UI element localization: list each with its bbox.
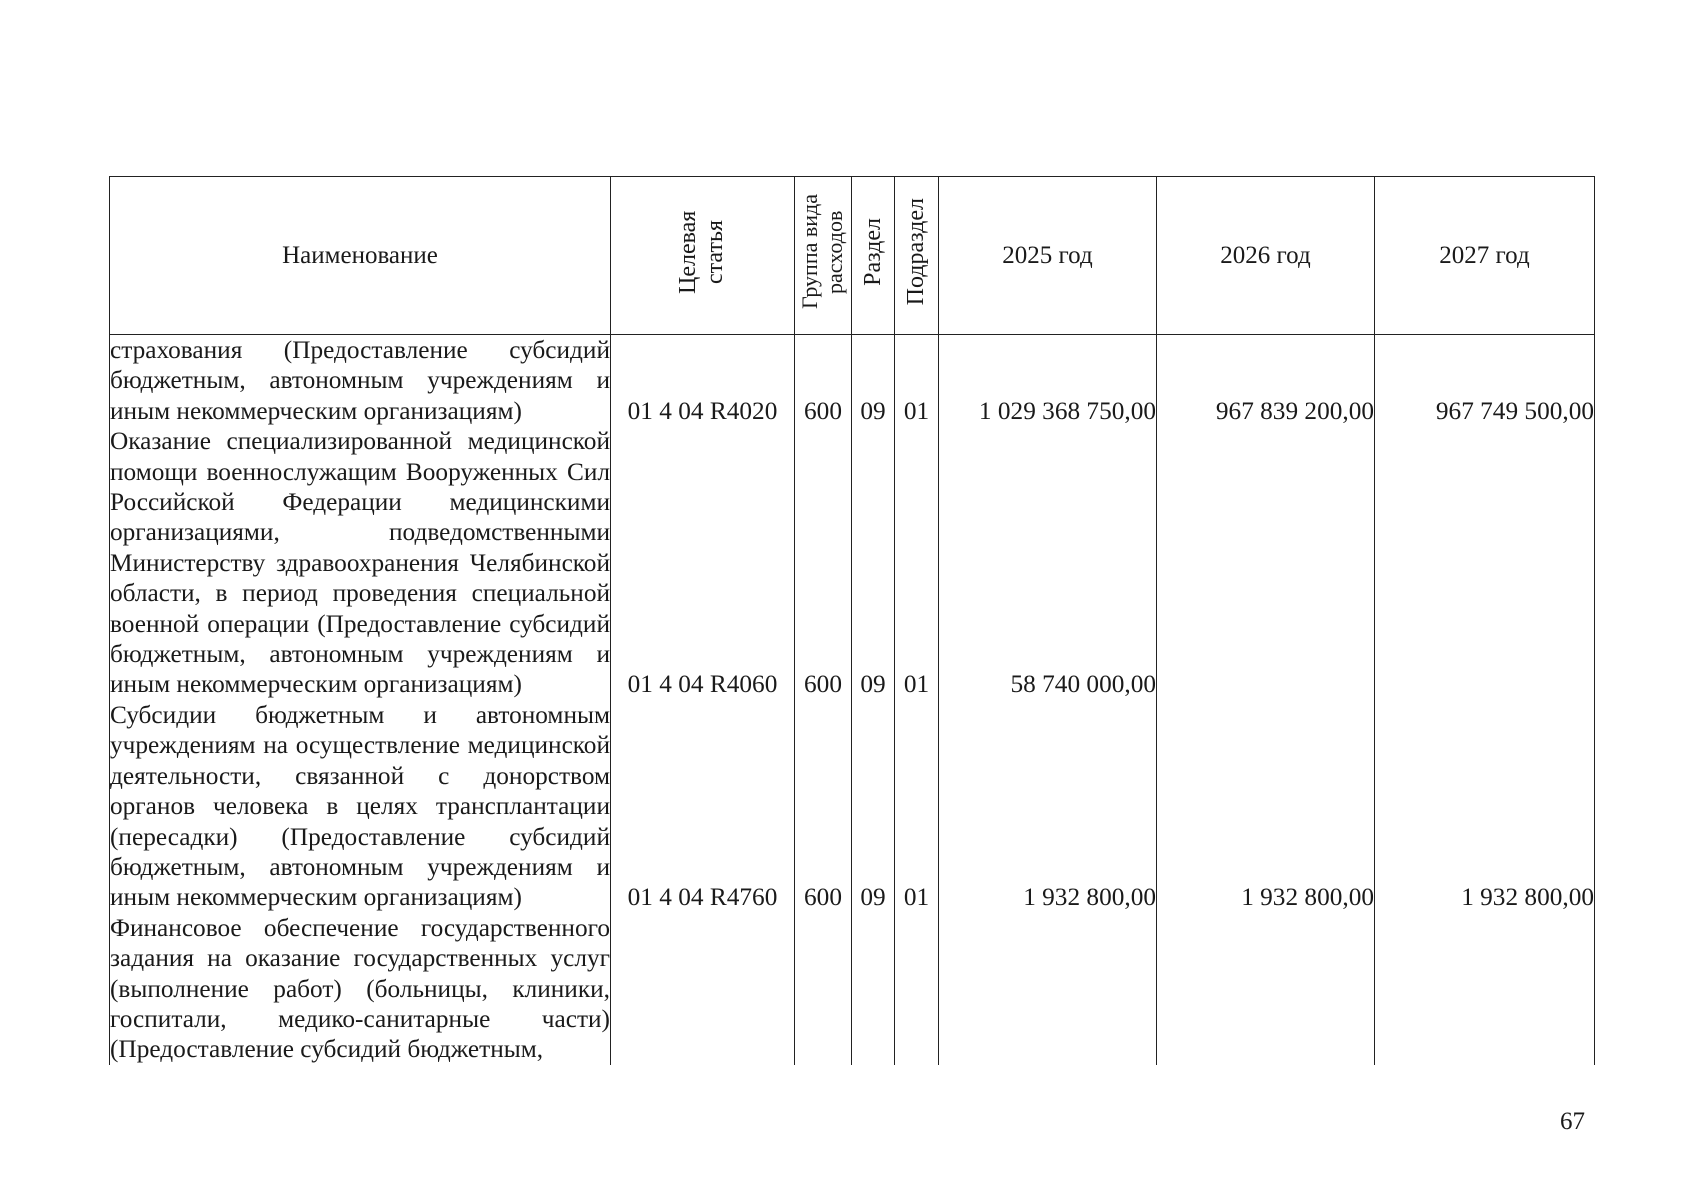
row-target-article: [611, 913, 795, 1065]
header-expense-group-label: Группа вида расходов: [797, 194, 847, 310]
row-amount-2027: [1375, 913, 1595, 1065]
header-section-label: Раздел: [859, 218, 886, 286]
row-section: 09: [852, 426, 895, 700]
header-name: Наименование: [110, 177, 611, 335]
row-expense-group: 600: [795, 700, 852, 913]
row-expense-group: 600: [795, 426, 852, 700]
header-subsection: [895, 177, 939, 335]
row-expense-group: [795, 913, 852, 1065]
row-section: [852, 913, 895, 1065]
row-expense-group: 600: [795, 335, 852, 427]
header-expense-group: [795, 177, 852, 335]
header-row: [110, 177, 1595, 335]
row-name: Субсидии бюджетным и автономным учреждениям на осуществление медицинской деятельности, связанной с донорством органов человека в целях трансплантации (пересадки) (Предоставление субсидий бюджетным, автономным учреждениям и иным некоммерческим организациям): [110, 700, 610, 912]
header-target-article: [611, 177, 795, 335]
row-target-article: 01 4 04 R4760: [611, 700, 795, 913]
row-amount-2026: 967 839 200,00: [1157, 335, 1375, 427]
row-amount-2026: 1 932 800,00: [1157, 700, 1375, 913]
header-2027: 2027 год: [1375, 177, 1595, 335]
row-amount-2025: 1 932 800,00: [939, 700, 1157, 913]
row-target-article: 01 4 04 R4060: [611, 426, 795, 700]
table-row: [110, 426, 1595, 700]
row-target-article: 01 4 04 R4020: [611, 335, 795, 427]
row-name: Финансовое обеспечение государственного задания на оказание государственных услуг (выполнение работ) (больницы, клиники, госпитали, медико-санитарные части) (Предоставление субсидий бюджетным,: [110, 913, 610, 1064]
page-number: 67: [1560, 1108, 1585, 1135]
header-2026: 2026 год: [1157, 177, 1375, 335]
table-row: [110, 913, 1595, 1065]
row-amount-2025: 1 029 368 750,00: [939, 335, 1157, 427]
row-name: страхования (Предоставление субсидий бюджетным, автономным учреждениям и иным некоммерческим организациям): [110, 336, 610, 425]
header-2025: 2025 год: [939, 177, 1157, 335]
row-amount-2027: 1 932 800,00: [1375, 700, 1595, 913]
row-amount-2025: 58 740 000,00: [939, 426, 1157, 700]
row-amount-2027: 967 749 500,00: [1375, 335, 1595, 427]
header-target-article-label: Целевая статья: [674, 210, 728, 294]
row-subsection: [895, 913, 939, 1065]
row-section: 09: [852, 700, 895, 913]
row-subsection: 01: [895, 700, 939, 913]
header-section: [852, 177, 895, 335]
row-amount-2025: [939, 913, 1157, 1065]
row-subsection: 01: [895, 335, 939, 427]
row-section: 09: [852, 335, 895, 427]
row-amount-2026: [1157, 913, 1375, 1065]
budget-table: [109, 176, 1595, 1065]
table-row: [110, 335, 1595, 427]
header-subsection-label: Подраздел: [903, 198, 929, 306]
row-name: Оказание специализированной медицинской помощи военнослужащим Вооруженных Сил Российской Федерации медицинскими организациями, подведомственными Министерству здравоохранения Челябинской области, в период проведения специальной военной операции (Предоставление субсидий бюджетным, автономным учреждениям и иным некоммерческим организациям): [110, 427, 610, 699]
table-row: [110, 700, 1595, 913]
row-amount-2027: [1375, 426, 1595, 700]
row-amount-2026: [1157, 426, 1375, 700]
row-subsection: 01: [895, 426, 939, 700]
